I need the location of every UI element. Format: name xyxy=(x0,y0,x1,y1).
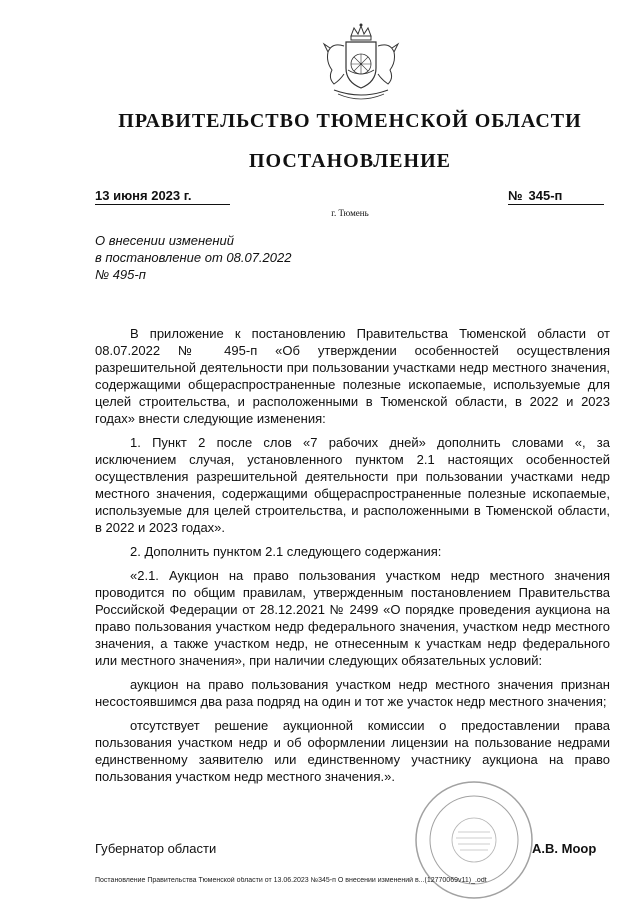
body-paragraph: В приложение к постановлению Правительства Тюменской области от 08.07.2022 № 495-п «Об утверждении особенностей осуществления разрешительной деятельности при пользовании участками недр местного значения, содержащими общераспространенные полезные ископаемые, используемые для целей строительства, и расположенными в Тюменской области, в 2022 и 2023 годах» внести следующие изменения: xyxy=(95,326,610,426)
document-number xyxy=(508,188,604,205)
body-paragraph: 2. Дополнить пунктом 2.1 следующего содержания: xyxy=(130,544,442,559)
number-sign: № xyxy=(508,188,523,203)
body-paragraph: отсутствует решение аукционной комиссии о предоставлении права пользования участком недр и об оформлении лицензии на пользование недрами единственному заявителю или единственному участнику аукциона на право пользования участком недр местного значения.». xyxy=(95,718,610,784)
document-type-heading: ПОСТАНОВЛЕНИЕ xyxy=(249,150,451,172)
city-label: г. Тюмень xyxy=(331,208,369,218)
body-paragraph: 1. Пункт 2 после слов «7 рабочих дней» дополнить словами «, за исключением случая, установленного пунктом 2.1 настоящих особенностей осуществления разрешительной деятельности при пользовании участками недр местного значения, содержащими общераспространенные полезные ископаемые, используемые для целей строительства, и расположенными в Тюменской области, в 2022 и 2023 годах». xyxy=(95,435,610,535)
signer-position: Губернатор области xyxy=(95,841,217,856)
subject-line: в постановление от 08.07.2022 xyxy=(95,250,292,265)
coat-of-arms-icon xyxy=(318,22,404,106)
organization-title: ПРАВИТЕЛЬСТВО ТЮМЕНСКОЙ ОБЛАСТИ xyxy=(118,110,582,132)
subject-line: О внесении изменений xyxy=(95,233,234,248)
body-paragraph: аукцион на право пользования участком недр местного значения признан несостоявшимся два раза подряд на один и тот же участок недр местного значения; xyxy=(95,677,610,709)
document-body xyxy=(95,325,610,792)
body-paragraph: «2.1. Аукцион на право пользования участком недр местного значения проводится по общим правилам, утвержденным постановлением Правительства Российской Федерации от 28.12.2021 № 2499 «О порядке проведения аукциона на право пользования участком недр федерального значения, участком недр местного значения, а также участком недр, не отнесенным к участкам недр федерального или местного значения», при наличии следующих обязательных условий: xyxy=(95,568,610,668)
signer-name: А.В. Моор xyxy=(532,841,597,856)
file-footer: Постановление Правительства Тюменской области от 13.06.2023 №345-п О внесении изменений в...(12770069v11)_.odt xyxy=(95,877,487,884)
number-value: 345-п xyxy=(528,188,563,203)
subject-line: № 495-п xyxy=(95,267,146,282)
document-subject xyxy=(95,232,355,283)
document-date: 13 июня 2023 г. xyxy=(95,188,230,205)
